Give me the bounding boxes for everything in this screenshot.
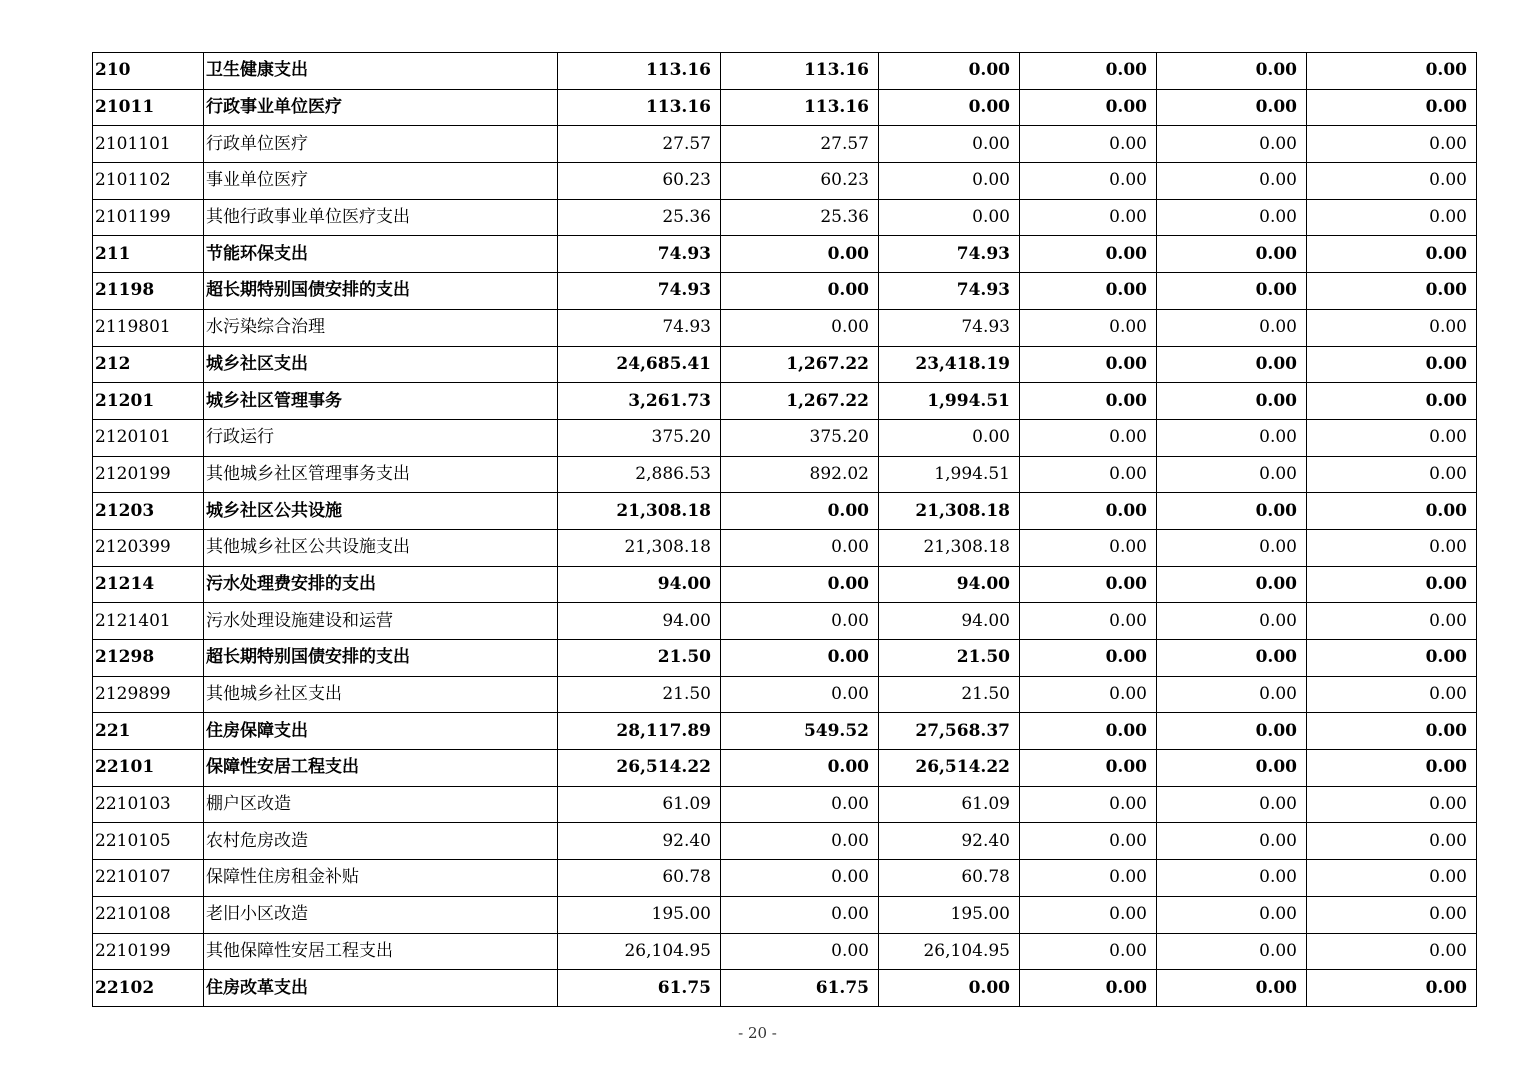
row-value-cell: 0.00 [1020, 126, 1157, 163]
row-value-cell: 0.00 [1020, 823, 1157, 860]
row-value-cell: 0.00 [721, 896, 879, 933]
table-row [93, 896, 1477, 933]
row-value-cell: 195.00 [879, 896, 1020, 933]
row-value-cell: 0.00 [1157, 566, 1307, 603]
table-row [93, 309, 1477, 346]
row-value-cell: 0.00 [1020, 566, 1157, 603]
row-name-cell: 超长期特别国债安排的支出 [204, 640, 558, 677]
row-value-cell: 0.00 [1157, 896, 1307, 933]
row-value-cell: 0.00 [1157, 493, 1307, 530]
row-value-cell: 1,994.51 [879, 383, 1020, 420]
row-value-cell: 0.00 [721, 603, 879, 640]
row-code-cell: 221 [93, 713, 204, 750]
row-value-cell: 0.00 [721, 640, 879, 677]
row-value-cell: 21.50 [558, 676, 721, 713]
row-value-cell: 0.00 [1307, 89, 1477, 126]
row-value-cell: 0.00 [1157, 786, 1307, 823]
row-value-cell: 0.00 [1307, 456, 1477, 493]
row-value-cell: 0.00 [1307, 309, 1477, 346]
row-value-cell: 26,104.95 [558, 933, 721, 970]
row-value-cell: 0.00 [721, 236, 879, 273]
row-name-cell: 节能环保支出 [204, 236, 558, 273]
row-value-cell: 0.00 [1307, 273, 1477, 310]
row-value-cell: 0.00 [879, 419, 1020, 456]
row-value-cell: 0.00 [1020, 933, 1157, 970]
row-code-cell: 2119801 [93, 309, 204, 346]
row-value-cell: 0.00 [1020, 273, 1157, 310]
row-value-cell: 0.00 [1020, 860, 1157, 897]
table-row [93, 419, 1477, 456]
row-value-cell: 92.40 [879, 823, 1020, 860]
row-code-cell: 2120101 [93, 419, 204, 456]
row-code-cell: 21298 [93, 640, 204, 677]
row-value-cell: 0.00 [879, 199, 1020, 236]
row-value-cell: 0.00 [879, 126, 1020, 163]
row-value-cell: 0.00 [1020, 236, 1157, 273]
row-value-cell: 0.00 [1020, 53, 1157, 90]
row-value-cell: 0.00 [721, 786, 879, 823]
row-code-cell: 21011 [93, 89, 204, 126]
row-value-cell: 0.00 [1307, 750, 1477, 787]
row-value-cell: 74.93 [558, 273, 721, 310]
row-value-cell: 0.00 [1020, 896, 1157, 933]
table-row [93, 566, 1477, 603]
row-value-cell: 94.00 [879, 603, 1020, 640]
row-value-cell: 0.00 [1157, 236, 1307, 273]
row-value-cell: 0.00 [1307, 676, 1477, 713]
row-name-cell: 污水处理设施建设和运营 [204, 603, 558, 640]
row-name-cell: 其他城乡社区管理事务支出 [204, 456, 558, 493]
table-row [93, 603, 1477, 640]
table-row [93, 860, 1477, 897]
table-row [93, 713, 1477, 750]
row-value-cell: 195.00 [558, 896, 721, 933]
row-value-cell: 0.00 [1307, 786, 1477, 823]
row-value-cell: 1,994.51 [879, 456, 1020, 493]
row-value-cell: 0.00 [721, 566, 879, 603]
page-number: - 20 - [738, 1024, 777, 1042]
row-value-cell: 0.00 [1020, 456, 1157, 493]
row-name-cell: 其他行政事业单位医疗支出 [204, 199, 558, 236]
row-value-cell: 0.00 [1307, 860, 1477, 897]
table-row [93, 53, 1477, 90]
row-value-cell: 375.20 [721, 419, 879, 456]
row-value-cell: 0.00 [1307, 933, 1477, 970]
row-value-cell: 0.00 [1020, 419, 1157, 456]
row-value-cell: 0.00 [1020, 89, 1157, 126]
row-name-cell: 保障性安居工程支出 [204, 750, 558, 787]
row-name-cell: 城乡社区管理事务 [204, 383, 558, 420]
row-value-cell: 3,261.73 [558, 383, 721, 420]
row-name-cell: 污水处理费安排的支出 [204, 566, 558, 603]
row-value-cell: 0.00 [1157, 53, 1307, 90]
row-name-cell: 老旧小区改造 [204, 896, 558, 933]
row-value-cell: 61.75 [721, 970, 879, 1007]
row-value-cell: 0.00 [1020, 970, 1157, 1007]
row-value-cell: 0.00 [721, 529, 879, 566]
row-value-cell: 0.00 [1157, 823, 1307, 860]
row-value-cell: 0.00 [1157, 970, 1307, 1007]
row-value-cell: 0.00 [879, 53, 1020, 90]
row-code-cell: 22102 [93, 970, 204, 1007]
row-name-cell: 城乡社区支出 [204, 346, 558, 383]
row-value-cell: 26,514.22 [879, 750, 1020, 787]
row-value-cell: 0.00 [1020, 529, 1157, 566]
row-name-cell: 卫生健康支出 [204, 53, 558, 90]
row-value-cell: 0.00 [1020, 713, 1157, 750]
row-value-cell: 0.00 [721, 309, 879, 346]
row-name-cell: 其他城乡社区公共设施支出 [204, 529, 558, 566]
row-value-cell: 21,308.18 [879, 493, 1020, 530]
row-value-cell: 0.00 [1307, 566, 1477, 603]
row-name-cell: 住房改革支出 [204, 970, 558, 1007]
row-value-cell: 1,267.22 [721, 346, 879, 383]
row-value-cell: 0.00 [1157, 346, 1307, 383]
row-value-cell: 113.16 [558, 53, 721, 90]
row-value-cell: 0.00 [721, 273, 879, 310]
row-value-cell: 0.00 [1157, 89, 1307, 126]
row-value-cell: 0.00 [1307, 640, 1477, 677]
row-value-cell: 74.93 [879, 236, 1020, 273]
row-value-cell: 549.52 [721, 713, 879, 750]
row-value-cell: 113.16 [558, 89, 721, 126]
row-value-cell: 0.00 [1157, 309, 1307, 346]
row-value-cell: 0.00 [879, 89, 1020, 126]
row-value-cell: 0.00 [1020, 603, 1157, 640]
row-value-cell: 27,568.37 [879, 713, 1020, 750]
row-name-cell: 行政运行 [204, 419, 558, 456]
row-value-cell: 0.00 [721, 676, 879, 713]
row-code-cell: 22101 [93, 750, 204, 787]
row-value-cell: 0.00 [1157, 126, 1307, 163]
row-code-cell: 2121401 [93, 603, 204, 640]
row-value-cell: 2,886.53 [558, 456, 721, 493]
table-row [93, 383, 1477, 420]
row-value-cell: 0.00 [1307, 199, 1477, 236]
table-row [93, 273, 1477, 310]
row-value-cell: 0.00 [1020, 786, 1157, 823]
row-value-cell: 892.02 [721, 456, 879, 493]
row-value-cell: 94.00 [558, 603, 721, 640]
row-value-cell: 24,685.41 [558, 346, 721, 383]
row-code-cell: 21201 [93, 383, 204, 420]
row-code-cell: 212 [93, 346, 204, 383]
row-value-cell: 74.93 [879, 309, 1020, 346]
row-code-cell: 2210105 [93, 823, 204, 860]
row-value-cell: 23,418.19 [879, 346, 1020, 383]
row-code-cell: 21198 [93, 273, 204, 310]
row-code-cell: 2101199 [93, 199, 204, 236]
row-value-cell: 21,308.18 [558, 493, 721, 530]
table-row [93, 346, 1477, 383]
row-name-cell: 行政事业单位医疗 [204, 89, 558, 126]
row-value-cell: 0.00 [1020, 309, 1157, 346]
row-name-cell: 住房保障支出 [204, 713, 558, 750]
row-value-cell: 0.00 [1020, 493, 1157, 530]
row-value-cell: 94.00 [558, 566, 721, 603]
row-value-cell: 21.50 [558, 640, 721, 677]
table-row [93, 236, 1477, 273]
row-value-cell: 61.75 [558, 970, 721, 1007]
row-value-cell: 0.00 [1157, 273, 1307, 310]
row-code-cell: 21203 [93, 493, 204, 530]
row-code-cell: 2120399 [93, 529, 204, 566]
row-code-cell: 211 [93, 236, 204, 273]
row-value-cell: 21.50 [879, 640, 1020, 677]
row-value-cell: 0.00 [1307, 529, 1477, 566]
row-value-cell: 0.00 [1157, 933, 1307, 970]
row-value-cell: 61.09 [558, 786, 721, 823]
row-value-cell: 94.00 [879, 566, 1020, 603]
row-value-cell: 0.00 [879, 163, 1020, 200]
table-row [93, 163, 1477, 200]
row-value-cell: 0.00 [1157, 419, 1307, 456]
table-row [93, 640, 1477, 677]
row-value-cell: 1,267.22 [721, 383, 879, 420]
row-value-cell: 28,117.89 [558, 713, 721, 750]
row-value-cell: 0.00 [1020, 199, 1157, 236]
table-row [93, 126, 1477, 163]
row-value-cell: 0.00 [1157, 163, 1307, 200]
row-value-cell: 0.00 [1020, 676, 1157, 713]
row-value-cell: 21,308.18 [558, 529, 721, 566]
row-value-cell: 25.36 [721, 199, 879, 236]
row-value-cell: 0.00 [1307, 163, 1477, 200]
table-row [93, 89, 1477, 126]
row-value-cell: 0.00 [1307, 713, 1477, 750]
row-value-cell: 0.00 [1157, 750, 1307, 787]
row-value-cell: 0.00 [1157, 713, 1307, 750]
row-value-cell: 0.00 [721, 493, 879, 530]
row-name-cell: 其他保障性安居工程支出 [204, 933, 558, 970]
row-value-cell: 0.00 [1157, 603, 1307, 640]
row-code-cell: 2101101 [93, 126, 204, 163]
row-value-cell: 0.00 [1307, 970, 1477, 1007]
table-row [93, 933, 1477, 970]
row-code-cell: 2120199 [93, 456, 204, 493]
table-row [93, 456, 1477, 493]
table-body [93, 53, 1477, 1007]
row-name-cell: 农村危房改造 [204, 823, 558, 860]
row-value-cell: 21,308.18 [879, 529, 1020, 566]
row-value-cell: 0.00 [1157, 456, 1307, 493]
table-row [93, 823, 1477, 860]
row-value-cell: 0.00 [1307, 419, 1477, 456]
row-value-cell: 0.00 [1307, 603, 1477, 640]
row-value-cell: 26,514.22 [558, 750, 721, 787]
row-value-cell: 0.00 [1307, 126, 1477, 163]
row-value-cell: 113.16 [721, 53, 879, 90]
row-value-cell: 27.57 [721, 126, 879, 163]
table-row [93, 676, 1477, 713]
row-value-cell: 0.00 [721, 860, 879, 897]
row-code-cell: 2101102 [93, 163, 204, 200]
table-row [93, 970, 1477, 1007]
table-row [93, 199, 1477, 236]
row-value-cell: 26,104.95 [879, 933, 1020, 970]
row-value-cell: 0.00 [1157, 383, 1307, 420]
row-code-cell: 2210107 [93, 860, 204, 897]
row-value-cell: 0.00 [1157, 860, 1307, 897]
row-value-cell: 60.23 [558, 163, 721, 200]
row-value-cell: 74.93 [558, 309, 721, 346]
row-value-cell: 0.00 [1157, 640, 1307, 677]
row-value-cell: 74.93 [879, 273, 1020, 310]
row-value-cell: 0.00 [1020, 383, 1157, 420]
row-code-cell: 21214 [93, 566, 204, 603]
row-value-cell: 0.00 [1307, 346, 1477, 383]
budget-table [92, 52, 1477, 1007]
row-value-cell: 0.00 [1307, 53, 1477, 90]
row-code-cell: 2210103 [93, 786, 204, 823]
row-value-cell: 0.00 [1307, 823, 1477, 860]
row-value-cell: 0.00 [1157, 529, 1307, 566]
row-value-cell: 0.00 [1020, 163, 1157, 200]
row-name-cell: 事业单位医疗 [204, 163, 558, 200]
row-name-cell: 棚户区改造 [204, 786, 558, 823]
row-name-cell: 水污染综合治理 [204, 309, 558, 346]
row-value-cell: 92.40 [558, 823, 721, 860]
row-value-cell: 0.00 [1020, 346, 1157, 383]
row-code-cell: 210 [93, 53, 204, 90]
row-value-cell: 0.00 [1020, 640, 1157, 677]
row-value-cell: 0.00 [1020, 750, 1157, 787]
row-value-cell: 0.00 [1307, 236, 1477, 273]
row-value-cell: 0.00 [879, 970, 1020, 1007]
row-value-cell: 113.16 [721, 89, 879, 126]
row-value-cell: 74.93 [558, 236, 721, 273]
row-name-cell: 行政单位医疗 [204, 126, 558, 163]
row-value-cell: 0.00 [1307, 896, 1477, 933]
row-value-cell: 0.00 [721, 933, 879, 970]
row-value-cell: 0.00 [1157, 676, 1307, 713]
row-value-cell: 61.09 [879, 786, 1020, 823]
table-row [93, 529, 1477, 566]
row-name-cell: 其他城乡社区支出 [204, 676, 558, 713]
row-code-cell: 2210199 [93, 933, 204, 970]
row-name-cell: 保障性住房租金补贴 [204, 860, 558, 897]
table-row [93, 750, 1477, 787]
row-code-cell: 2210108 [93, 896, 204, 933]
row-value-cell: 375.20 [558, 419, 721, 456]
row-value-cell: 25.36 [558, 199, 721, 236]
row-value-cell: 0.00 [721, 750, 879, 787]
row-value-cell: 27.57 [558, 126, 721, 163]
row-value-cell: 60.23 [721, 163, 879, 200]
row-value-cell: 60.78 [879, 860, 1020, 897]
row-value-cell: 21.50 [879, 676, 1020, 713]
row-name-cell: 超长期特别国债安排的支出 [204, 273, 558, 310]
row-name-cell: 城乡社区公共设施 [204, 493, 558, 530]
table-row [93, 493, 1477, 530]
row-value-cell: 0.00 [1307, 383, 1477, 420]
row-value-cell: 0.00 [1157, 199, 1307, 236]
row-code-cell: 2129899 [93, 676, 204, 713]
row-value-cell: 60.78 [558, 860, 721, 897]
row-value-cell: 0.00 [721, 823, 879, 860]
table-row [93, 786, 1477, 823]
row-value-cell: 0.00 [1307, 493, 1477, 530]
